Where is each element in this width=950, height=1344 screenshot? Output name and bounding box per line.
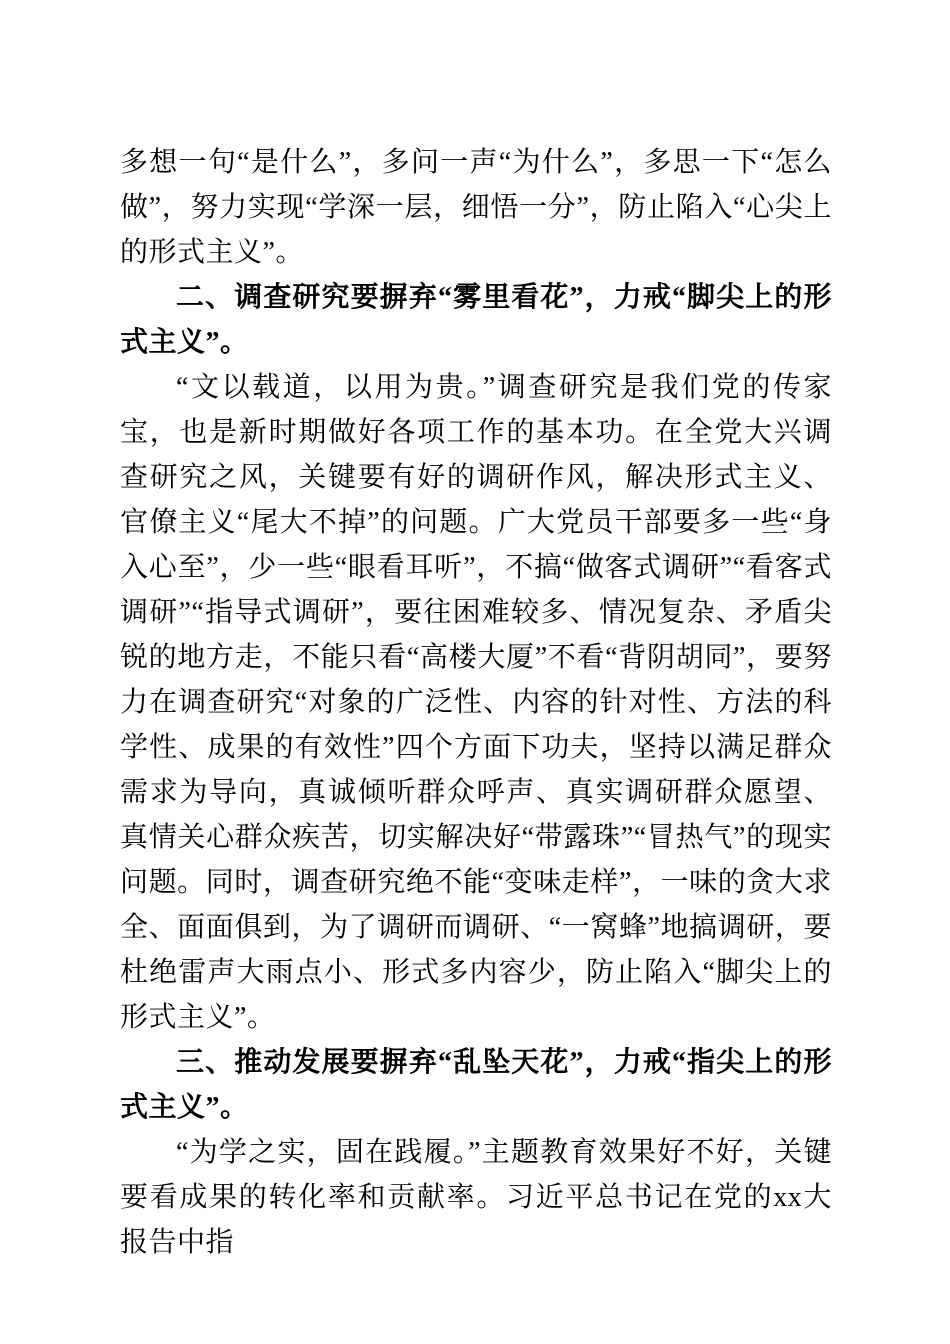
paragraph-continuation: 多想一句“是什么”，多问一声“为什么”，多思一下“怎么做”，努力实现“学深一层，细悟一分”，防止陷入“心尖上的形式主义”。 [120, 147, 832, 268]
section-heading-three: 三、推动发展要摒弃“乱坠天花”，力戒“指尖上的形式主义”。 [120, 1047, 832, 1123]
paragraph-section-three-body: “为学之实，固在践履。”主题教育效果好不好，关键要看成果的转化率和贡献率。习近平总书记在党的xx大报告中指 [120, 1137, 832, 1258]
section-heading-two: 二、调查研究要摒弃“雾里看花”，力戒“脚尖上的形式主义”。 [120, 282, 832, 358]
paragraph-section-two-body: “文以载道，以用为贵。”调查研究是我们党的传家宝，也是新时期做好各项工作的基本功。在全党大兴调查研究之风，关键要有好的调研作风，解决形式主义、官僚主义“尾大不掉”的问题。广大党员干部要多一些“身入心至”，少一些“眼看耳听”，不搞“做客式调研”“看客式调研”“指导式调研”，要往困难较多、情况复杂、矛盾尖锐的地方走，不能只看“高楼大厦”不看“背阴胡同”，要努力在调查研究“对象的广泛性、内容的针对性、方法的科学性、成果的有效性”四个方面下功夫，坚持以满足群众需求为导向，真诚倾听群众呼声、真实调研群众愿望、真情关心群众疾苦，切实解决好“带露珠”“冒热气”的现实问题。同时，调查研究绝不能“变味走样”，一味的贪大求全、面面俱到，为了调研而调研、“一窝蜂”地搞调研，要杜绝雷声大雨点小、形式多内容少，防止陷入“脚尖上的形式主义”。 [120, 372, 832, 1033]
document-content [120, 140, 832, 1265]
